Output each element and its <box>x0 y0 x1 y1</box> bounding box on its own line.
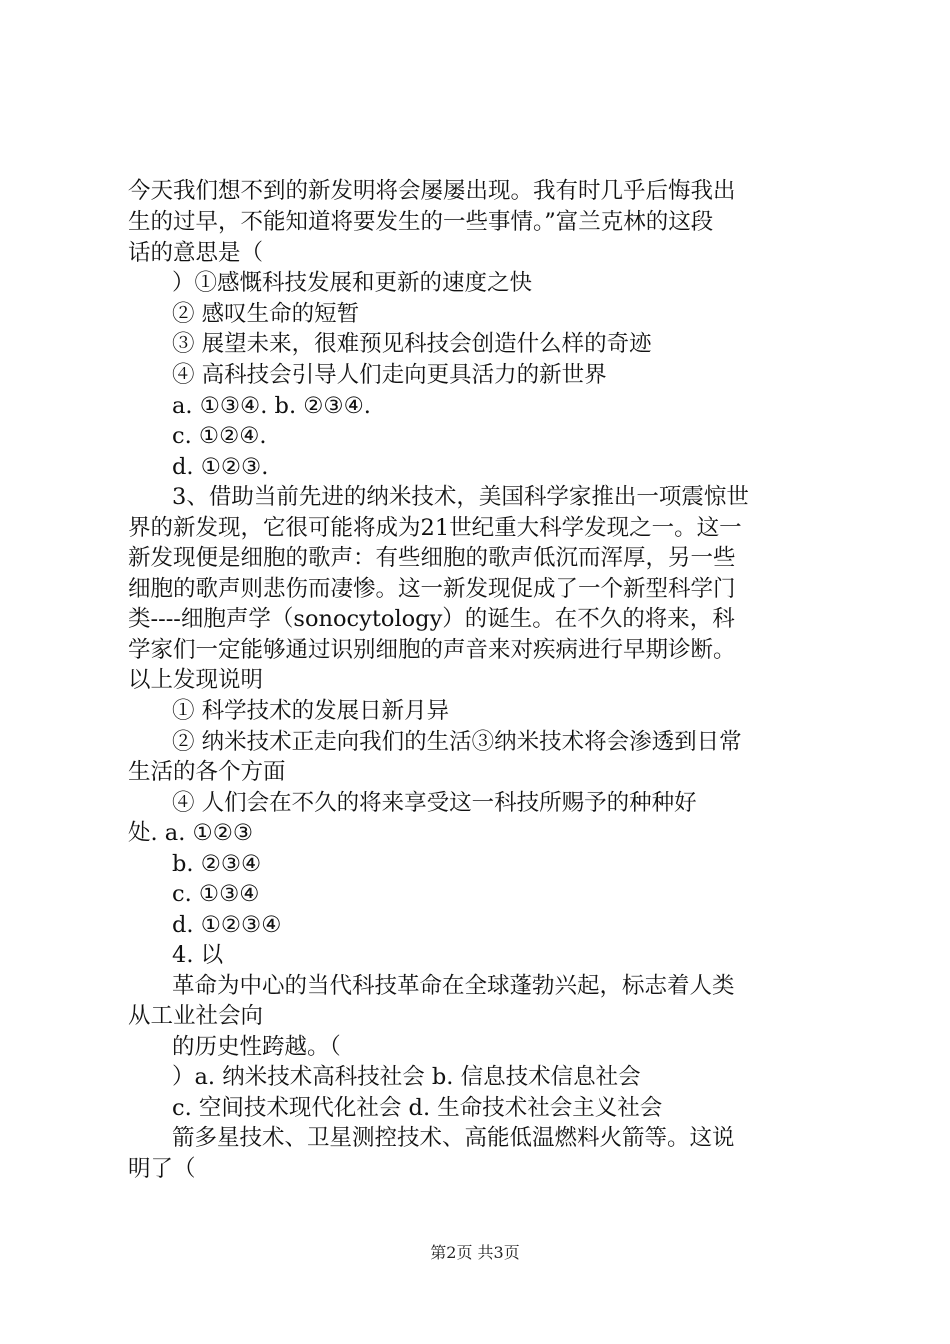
text-line: ④ 高科技会引导人们走向更具活力的新世界 <box>172 362 607 388</box>
text-line: 以上发现说明 <box>128 667 264 693</box>
text-line: 界的新发现，它很可能将成为21世纪重大科学发现之一。这一 <box>128 515 742 541</box>
text-line: 类----细胞声学（sonocytology）的诞生。在不久的将来，科 <box>128 606 735 632</box>
text-line: 的历史性跨越。（ <box>172 1034 341 1060</box>
text-line: d. ①②③④ <box>172 912 282 938</box>
text-line: c. ①②④. <box>172 423 267 449</box>
text-line: ② 纳米技术正走向我们的生活③纳米技术将会渗透到日常 <box>172 729 742 755</box>
text-line: ④ 人们会在不久的将来享受这一科技所赐予的种种好 <box>172 790 697 816</box>
text-line: d. ①②③. <box>172 454 269 480</box>
text-line: ）a. 纳米技术高科技社会 b. 信息技术信息社会 <box>172 1064 641 1090</box>
text-line: 3、借助当前先进的纳米技术，美国科学家推出一项震惊世 <box>172 484 749 510</box>
text-line: 话的意思是（ <box>128 240 264 266</box>
text-line: ③ 展望未来，很难预见科技会创造什么样的奇迹 <box>172 331 652 357</box>
text-line: 革命为中心的当代科技革命在全球蓬勃兴起，标志着人类 <box>172 973 735 999</box>
text-line: 今天我们想不到的新发明将会屡屡出现。我有时几乎后悔我出 <box>128 178 736 204</box>
text-line: ① 科学技术的发展日新月异 <box>172 698 450 724</box>
text-line: 生的过早，不能知道将要发生的一些事情。”富兰克林的这段 <box>128 209 714 235</box>
text-line: ② 感叹生命的短暂 <box>172 301 360 327</box>
text-line: 处. a. ①②③ <box>128 820 254 846</box>
text-line: 4. 以 <box>172 942 224 968</box>
text-line: 生活的各个方面 <box>128 759 286 785</box>
text-line: 细胞的歌声则悲伤而凄惨。这一新发现促成了一个新型科学门 <box>128 576 736 602</box>
text-line: 从工业社会向 <box>128 1003 264 1029</box>
text-line: c. ①③④ <box>172 881 260 907</box>
page-number-footer: 第2页 共3页 <box>430 1243 520 1262</box>
text-line: 箭多星技术、卫星测控技术、高能低温燃料火箭等。这说 <box>172 1125 735 1151</box>
text-line: a. ①③④. b. ②③④. <box>172 393 371 419</box>
text-line: 明了（ <box>128 1156 196 1182</box>
text-line: 新发现便是细胞的歌声：有些细胞的歌声低沉而浑厚，另一些 <box>128 545 736 571</box>
text-line: 学家们一定能够通过识别细胞的声音来对疾病进行早期诊断。 <box>128 637 736 663</box>
text-line: c. 空间技术现代化社会 d. 生命技术社会主义社会 <box>172 1095 663 1121</box>
text-line: ）①感慨科技发展和更新的速度之快 <box>172 270 533 296</box>
text-line: b. ②③④ <box>172 851 262 877</box>
